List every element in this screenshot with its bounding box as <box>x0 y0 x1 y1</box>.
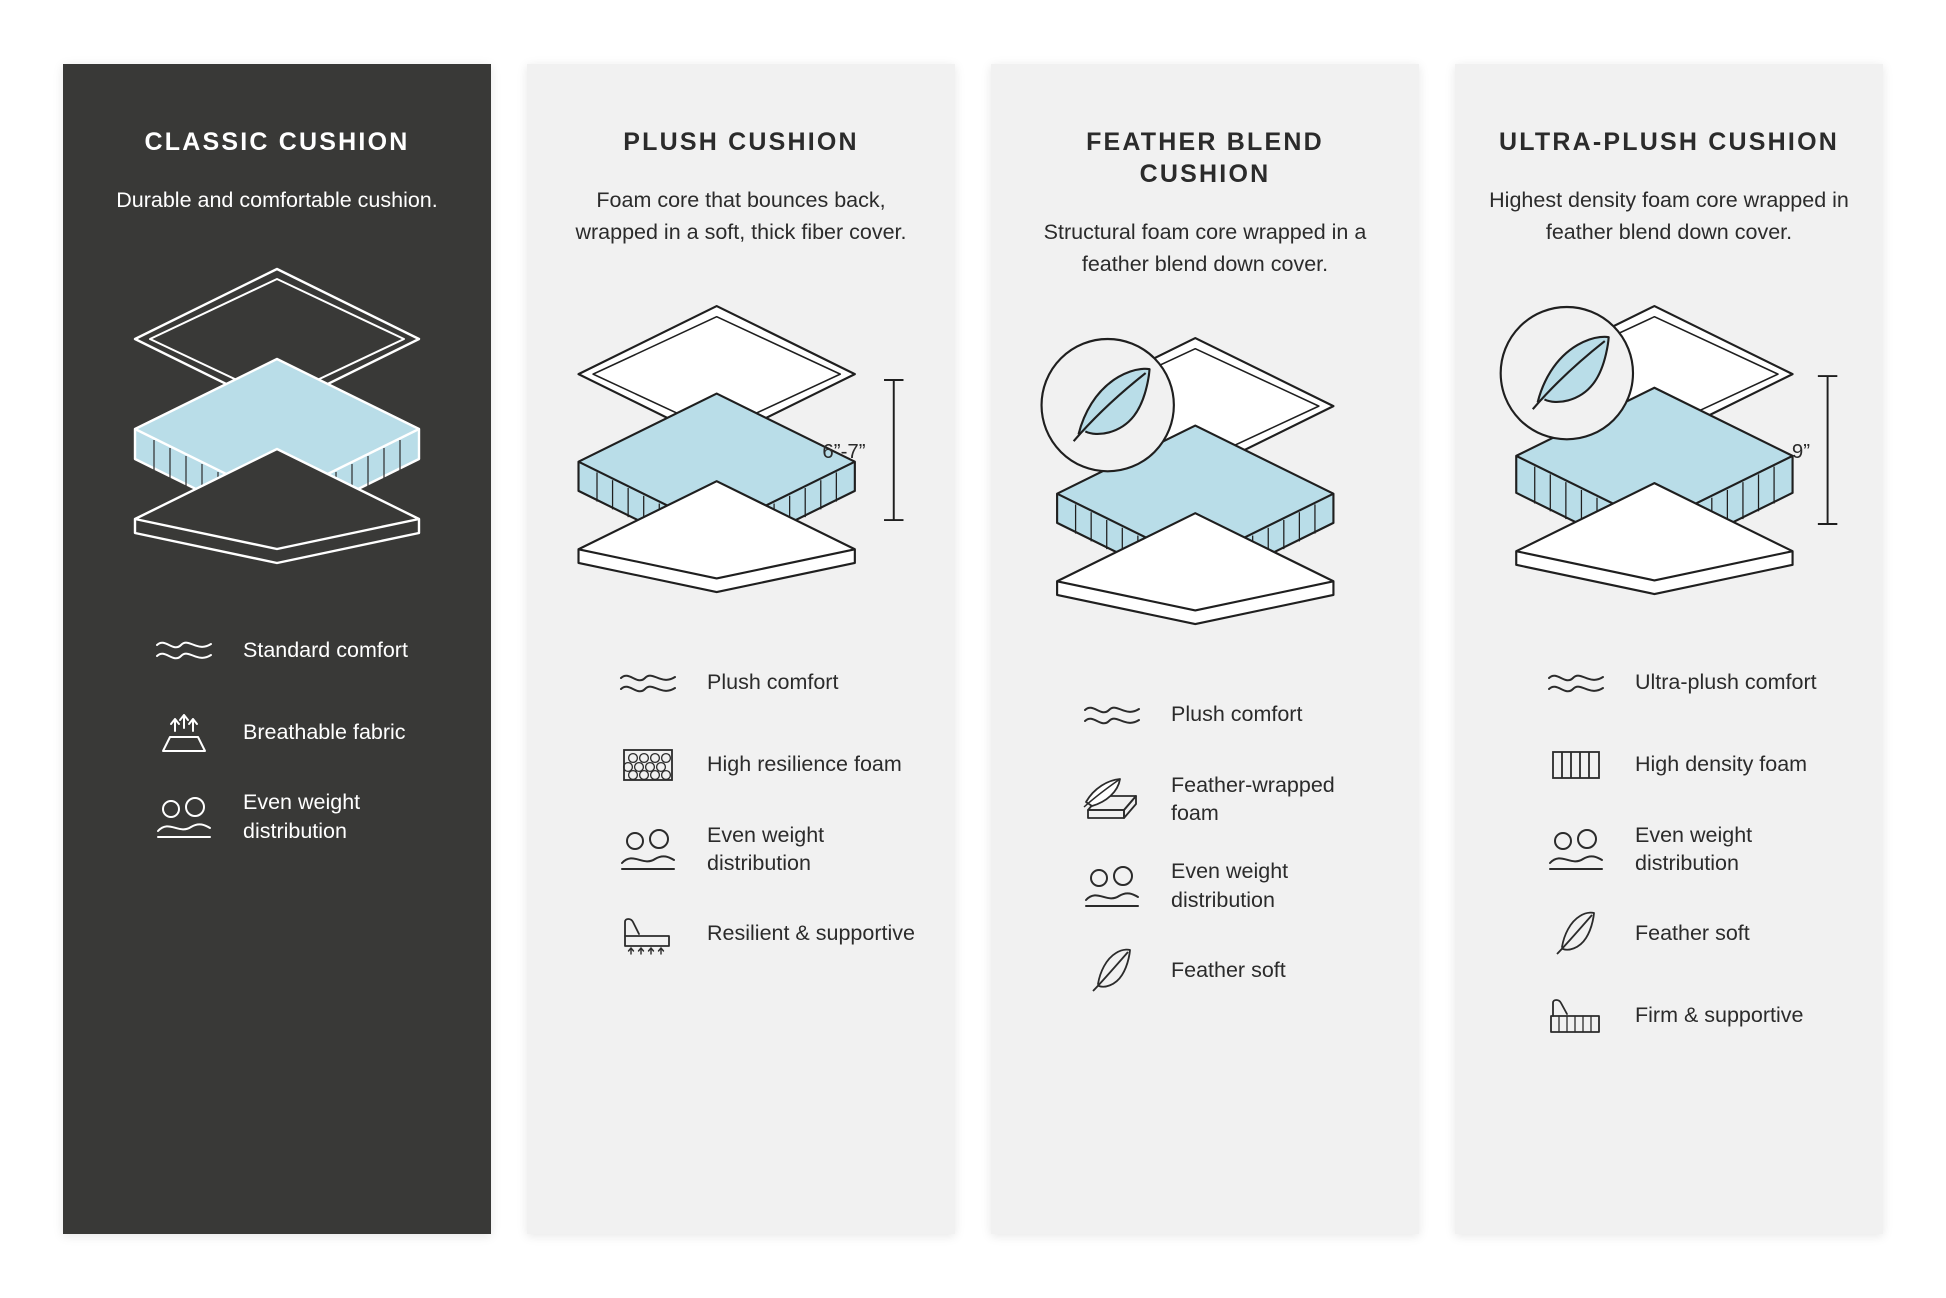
feature-label: Even weight distribution <box>243 790 361 843</box>
dimension-indicator <box>1818 376 1837 524</box>
feature-label: Feather soft <box>1635 921 1750 946</box>
feature-list <box>561 657 921 990</box>
card-description: Highest density foam core wrapped in feather blend down cover. <box>1489 188 1849 245</box>
card-description: Durable and comfortable cushion. <box>116 188 438 212</box>
feature-label: Firm & supportive <box>1635 1003 1804 1028</box>
card-description: Structural foam core wrapped in a feather blend down cover. <box>1043 220 1367 277</box>
wave-comfort-icon <box>1079 689 1145 741</box>
cushion-diagram-classic <box>97 238 457 598</box>
feature-item <box>1543 989 1849 1041</box>
feature-label: Ultra-plush comfort <box>1635 670 1817 695</box>
feature-item <box>615 907 921 959</box>
feature-item <box>1543 907 1849 959</box>
feature-item <box>1079 857 1385 914</box>
feature-item <box>1079 944 1385 996</box>
card-classic-cushion <box>63 64 491 1234</box>
wave-comfort-icon <box>615 657 681 709</box>
card-feather-blend-cushion <box>991 64 1419 1234</box>
feature-label: Breathable fabric <box>243 720 406 745</box>
feature-item <box>1543 739 1849 791</box>
feature-label: Feather-wrapped foam <box>1171 772 1335 825</box>
feather-badge <box>1501 307 1633 439</box>
feature-label: Even weight distribution <box>1171 859 1289 912</box>
wave-comfort-icon <box>1543 657 1609 709</box>
feature-label: Resilient & supportive <box>707 921 915 946</box>
feature-item <box>1543 821 1849 878</box>
feature-list <box>1489 657 1849 1072</box>
high-density-foam-icon <box>1543 739 1609 791</box>
card-title: PLUSH CUSHION <box>623 128 859 156</box>
feature-label: Plush comfort <box>707 670 839 695</box>
feature-item <box>151 624 457 676</box>
even-weight-distribution-icon <box>1079 860 1145 912</box>
dimension-label: 9” <box>1791 440 1811 463</box>
feature-label: Even weight distribution <box>707 822 825 875</box>
feather-icon <box>1543 907 1609 959</box>
feature-label: Plush comfort <box>1171 702 1303 727</box>
dimension-label: 6”-7” <box>822 440 866 463</box>
feature-item <box>1079 689 1385 741</box>
cushion-diagram-plush <box>561 271 921 631</box>
even-weight-distribution-icon <box>151 791 217 843</box>
card-title: FEATHER BLEND CUSHION <box>1086 128 1324 188</box>
resilient-supportive-icon <box>615 907 681 959</box>
card-title: ULTRA-PLUSH CUSHION <box>1499 128 1839 156</box>
feature-item <box>1543 657 1849 709</box>
even-weight-distribution-icon <box>615 823 681 875</box>
cushion-diagram-ultra-plush <box>1489 271 1849 631</box>
feature-list <box>1025 689 1385 1027</box>
feature-item <box>615 739 921 791</box>
feature-item <box>615 821 921 878</box>
feature-label: Standard comfort <box>243 638 408 663</box>
feature-label: Even weight distribution <box>1635 822 1753 875</box>
feather-badge <box>1042 339 1174 471</box>
feature-label: High resilience foam <box>707 752 902 777</box>
feature-label: Feather soft <box>1171 957 1286 982</box>
dimension-indicator <box>884 379 903 519</box>
high-resilience-foam-icon <box>615 739 681 791</box>
feature-label: High density foam <box>1635 752 1808 777</box>
feature-item <box>615 657 921 709</box>
card-title: CLASSIC CUSHION <box>144 128 410 156</box>
feature-list <box>97 624 457 875</box>
feature-item <box>151 788 457 845</box>
cushion-diagram-feather-blend <box>1025 303 1385 663</box>
card-plush-cushion <box>527 64 955 1234</box>
breathable-fabric-icon <box>151 706 217 758</box>
even-weight-distribution-icon <box>1543 823 1609 875</box>
card-ultra-plush-cushion <box>1455 64 1883 1234</box>
card-description: Foam core that bounces back, wrapped in a soft, thick fiber cover. <box>575 188 907 245</box>
firm-supportive-icon <box>1543 989 1609 1041</box>
feather-wrapped-foam-icon <box>1079 773 1145 825</box>
wave-comfort-icon <box>151 624 217 676</box>
feather-icon <box>1079 944 1145 996</box>
feature-item <box>151 706 457 758</box>
feature-item <box>1079 771 1385 828</box>
